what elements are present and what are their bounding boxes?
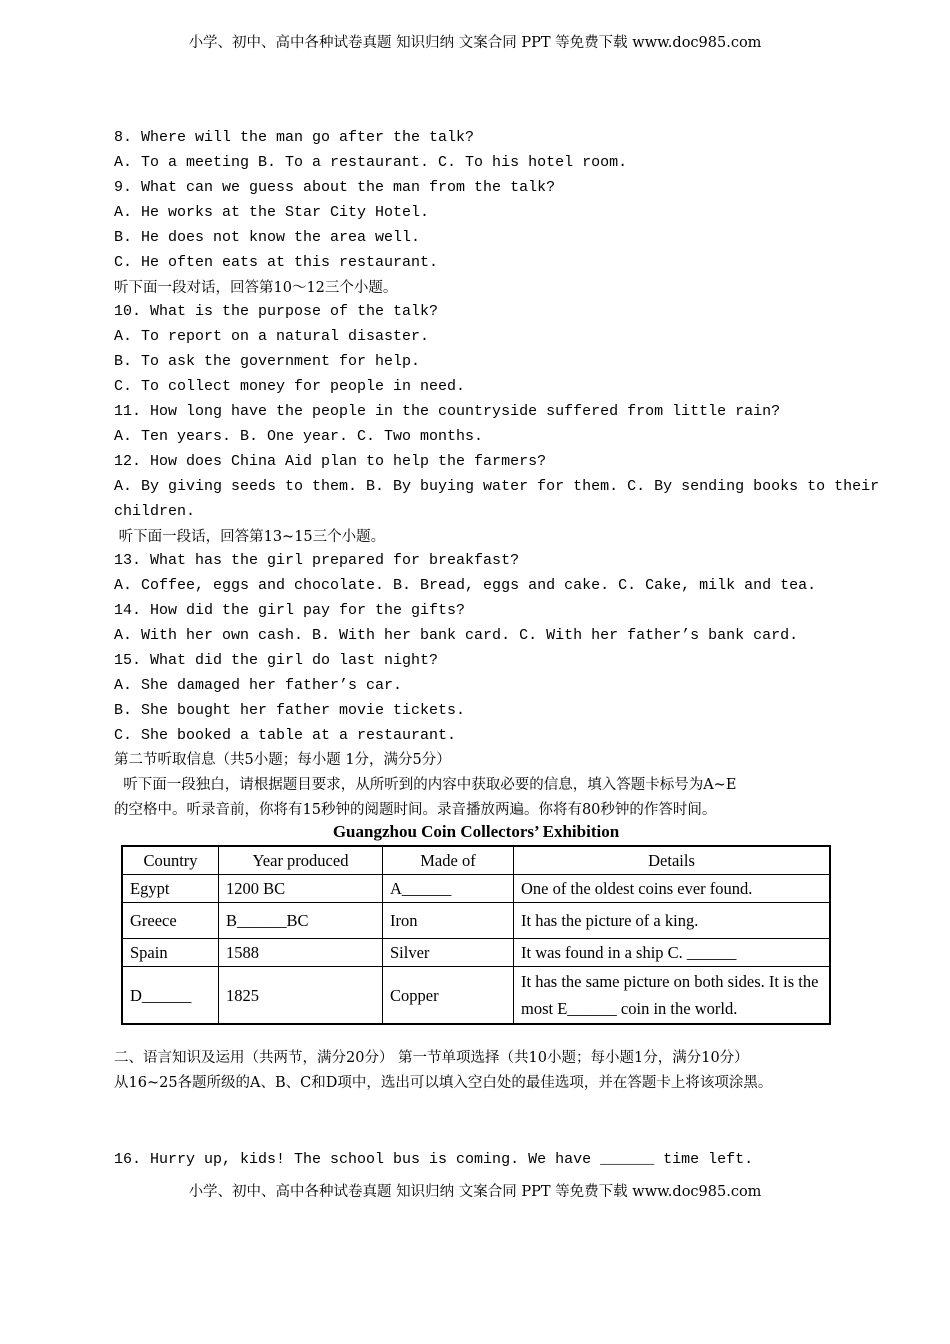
cell-country: Spain bbox=[122, 939, 219, 967]
page-header: 小学、初中、高中各种试卷真题 知识归纳 文案合同 PPT 等免费下载 www.doc985.com bbox=[188, 35, 762, 51]
section-2-instruction: 听下面一段独白，请根据题目要求，从所听到的内容中获取必要的信息，填入答题卡标号为A~E bbox=[114, 777, 737, 793]
cell-year: B______BC bbox=[219, 903, 383, 939]
options-12: A. By giving seeds to them. B. By buying water for them. C. By sending books to their bbox=[114, 478, 880, 495]
question-14: 14. How did the girl pay for the gifts? bbox=[114, 602, 466, 619]
option-9c: C. He often eats at this restaurant. bbox=[114, 254, 439, 271]
section-2-heading: 第二节听取信息（共5小题；每小题 1分，满分5分） bbox=[114, 752, 451, 768]
cell-material: Silver bbox=[383, 939, 514, 967]
table-header-row bbox=[122, 846, 830, 875]
question-8: 8. Where will the man go after the talk? bbox=[114, 129, 475, 146]
cell-details: It has the picture of a king. bbox=[514, 903, 831, 939]
cell-details: It has the same picture on both sides. It is the most E______ coin in the world. bbox=[514, 967, 831, 1025]
cell-material: Copper bbox=[383, 967, 514, 1025]
option-9b: B. He does not know the area well. bbox=[114, 229, 421, 246]
cell-material: Iron bbox=[383, 903, 514, 939]
table-title: Guangzhou Coin Collectors’ Exhibition bbox=[332, 822, 620, 841]
col-header-material: Made of bbox=[383, 846, 514, 875]
col-header-year: Year produced bbox=[219, 846, 383, 875]
col-header-details: Details bbox=[514, 846, 831, 875]
question-10: 10. What is the purpose of the talk? bbox=[114, 303, 439, 320]
section-2-instruction-cont: 的空格中。听录音前，你将有15秒钟的阅题时间。录音播放两遍。你将有80秒钟的作答时间。 bbox=[114, 802, 717, 818]
question-9: 9. What can we guess about the man from the talk? bbox=[114, 179, 556, 196]
cell-country: Egypt bbox=[122, 875, 219, 903]
part-2-heading: 二、语言知识及运用（共两节，满分20分） 第一节单项选择（共10小题；每小题1分，满分10分） bbox=[114, 1050, 749, 1066]
cell-details: It was found in a ship C. ______ bbox=[514, 939, 831, 967]
part-2-instruction: 从16~25各题所级的A、B、C和D项中，选出可以填入空白处的最佳选项，并在答题卡上将该项涂黑。 bbox=[114, 1075, 773, 1091]
question-12: 12. How does China Aid plan to help the farmers? bbox=[114, 453, 547, 470]
question-16: 16. Hurry up, kids! The school bus is coming. We have ______ time left. bbox=[114, 1151, 754, 1168]
options-13: A. Coffee, eggs and chocolate. B. Bread, eggs and cake. C. Cake, milk and tea. bbox=[114, 577, 817, 594]
options-12-cont: children. bbox=[114, 503, 196, 520]
option-10a: A. To report on a natural disaster. bbox=[114, 328, 430, 345]
option-10b: B. To ask the government for help. bbox=[114, 353, 421, 370]
option-15b: B. She bought her father movie tickets. bbox=[114, 702, 466, 719]
cell-country: Greece bbox=[122, 903, 219, 939]
option-15c: C. She booked a table at a restaurant. bbox=[114, 727, 457, 744]
cell-year: 1825 bbox=[219, 967, 383, 1025]
question-13: 13. What has the girl prepared for breakfast? bbox=[114, 552, 520, 569]
col-header-country: Country bbox=[122, 846, 219, 875]
page-footer: 小学、初中、高中各种试卷真题 知识归纳 文案合同 PPT 等免费下载 www.doc985.com bbox=[188, 1184, 762, 1200]
cell-details: One of the oldest coins ever found. bbox=[514, 875, 831, 903]
option-9a: A. He works at the Star City Hotel. bbox=[114, 204, 430, 221]
options-8: A. To a meeting B. To a restaurant. C. To his hotel room. bbox=[114, 154, 628, 171]
options-14: A. With her own cash. B. With her bank card. C. With her father’s bank card. bbox=[114, 627, 799, 644]
question-11: 11. How long have the people in the countryside suffered from little rain? bbox=[114, 403, 781, 420]
exhibition-table bbox=[121, 845, 831, 1025]
cell-year: 1200 BC bbox=[219, 875, 383, 903]
question-15: 15. What did the girl do last night? bbox=[114, 652, 439, 669]
table-row bbox=[122, 939, 830, 967]
option-15a: A. She damaged her father’s car. bbox=[114, 677, 403, 694]
table-row bbox=[122, 903, 830, 939]
instruction-10-12: 听下面一段对话，回答第10～12三个小题。 bbox=[114, 280, 398, 296]
cell-country: D______ bbox=[122, 967, 219, 1025]
instruction-13-15: 听下面一段话，回答第13~15三个小题。 bbox=[114, 529, 386, 545]
table-row bbox=[122, 875, 830, 903]
cell-material: A______ bbox=[383, 875, 514, 903]
table-row bbox=[122, 967, 830, 1025]
option-10c: C. To collect money for people in need. bbox=[114, 378, 466, 395]
cell-year: 1588 bbox=[219, 939, 383, 967]
options-11: A. Ten years. B. One year. C. Two months. bbox=[114, 428, 484, 445]
